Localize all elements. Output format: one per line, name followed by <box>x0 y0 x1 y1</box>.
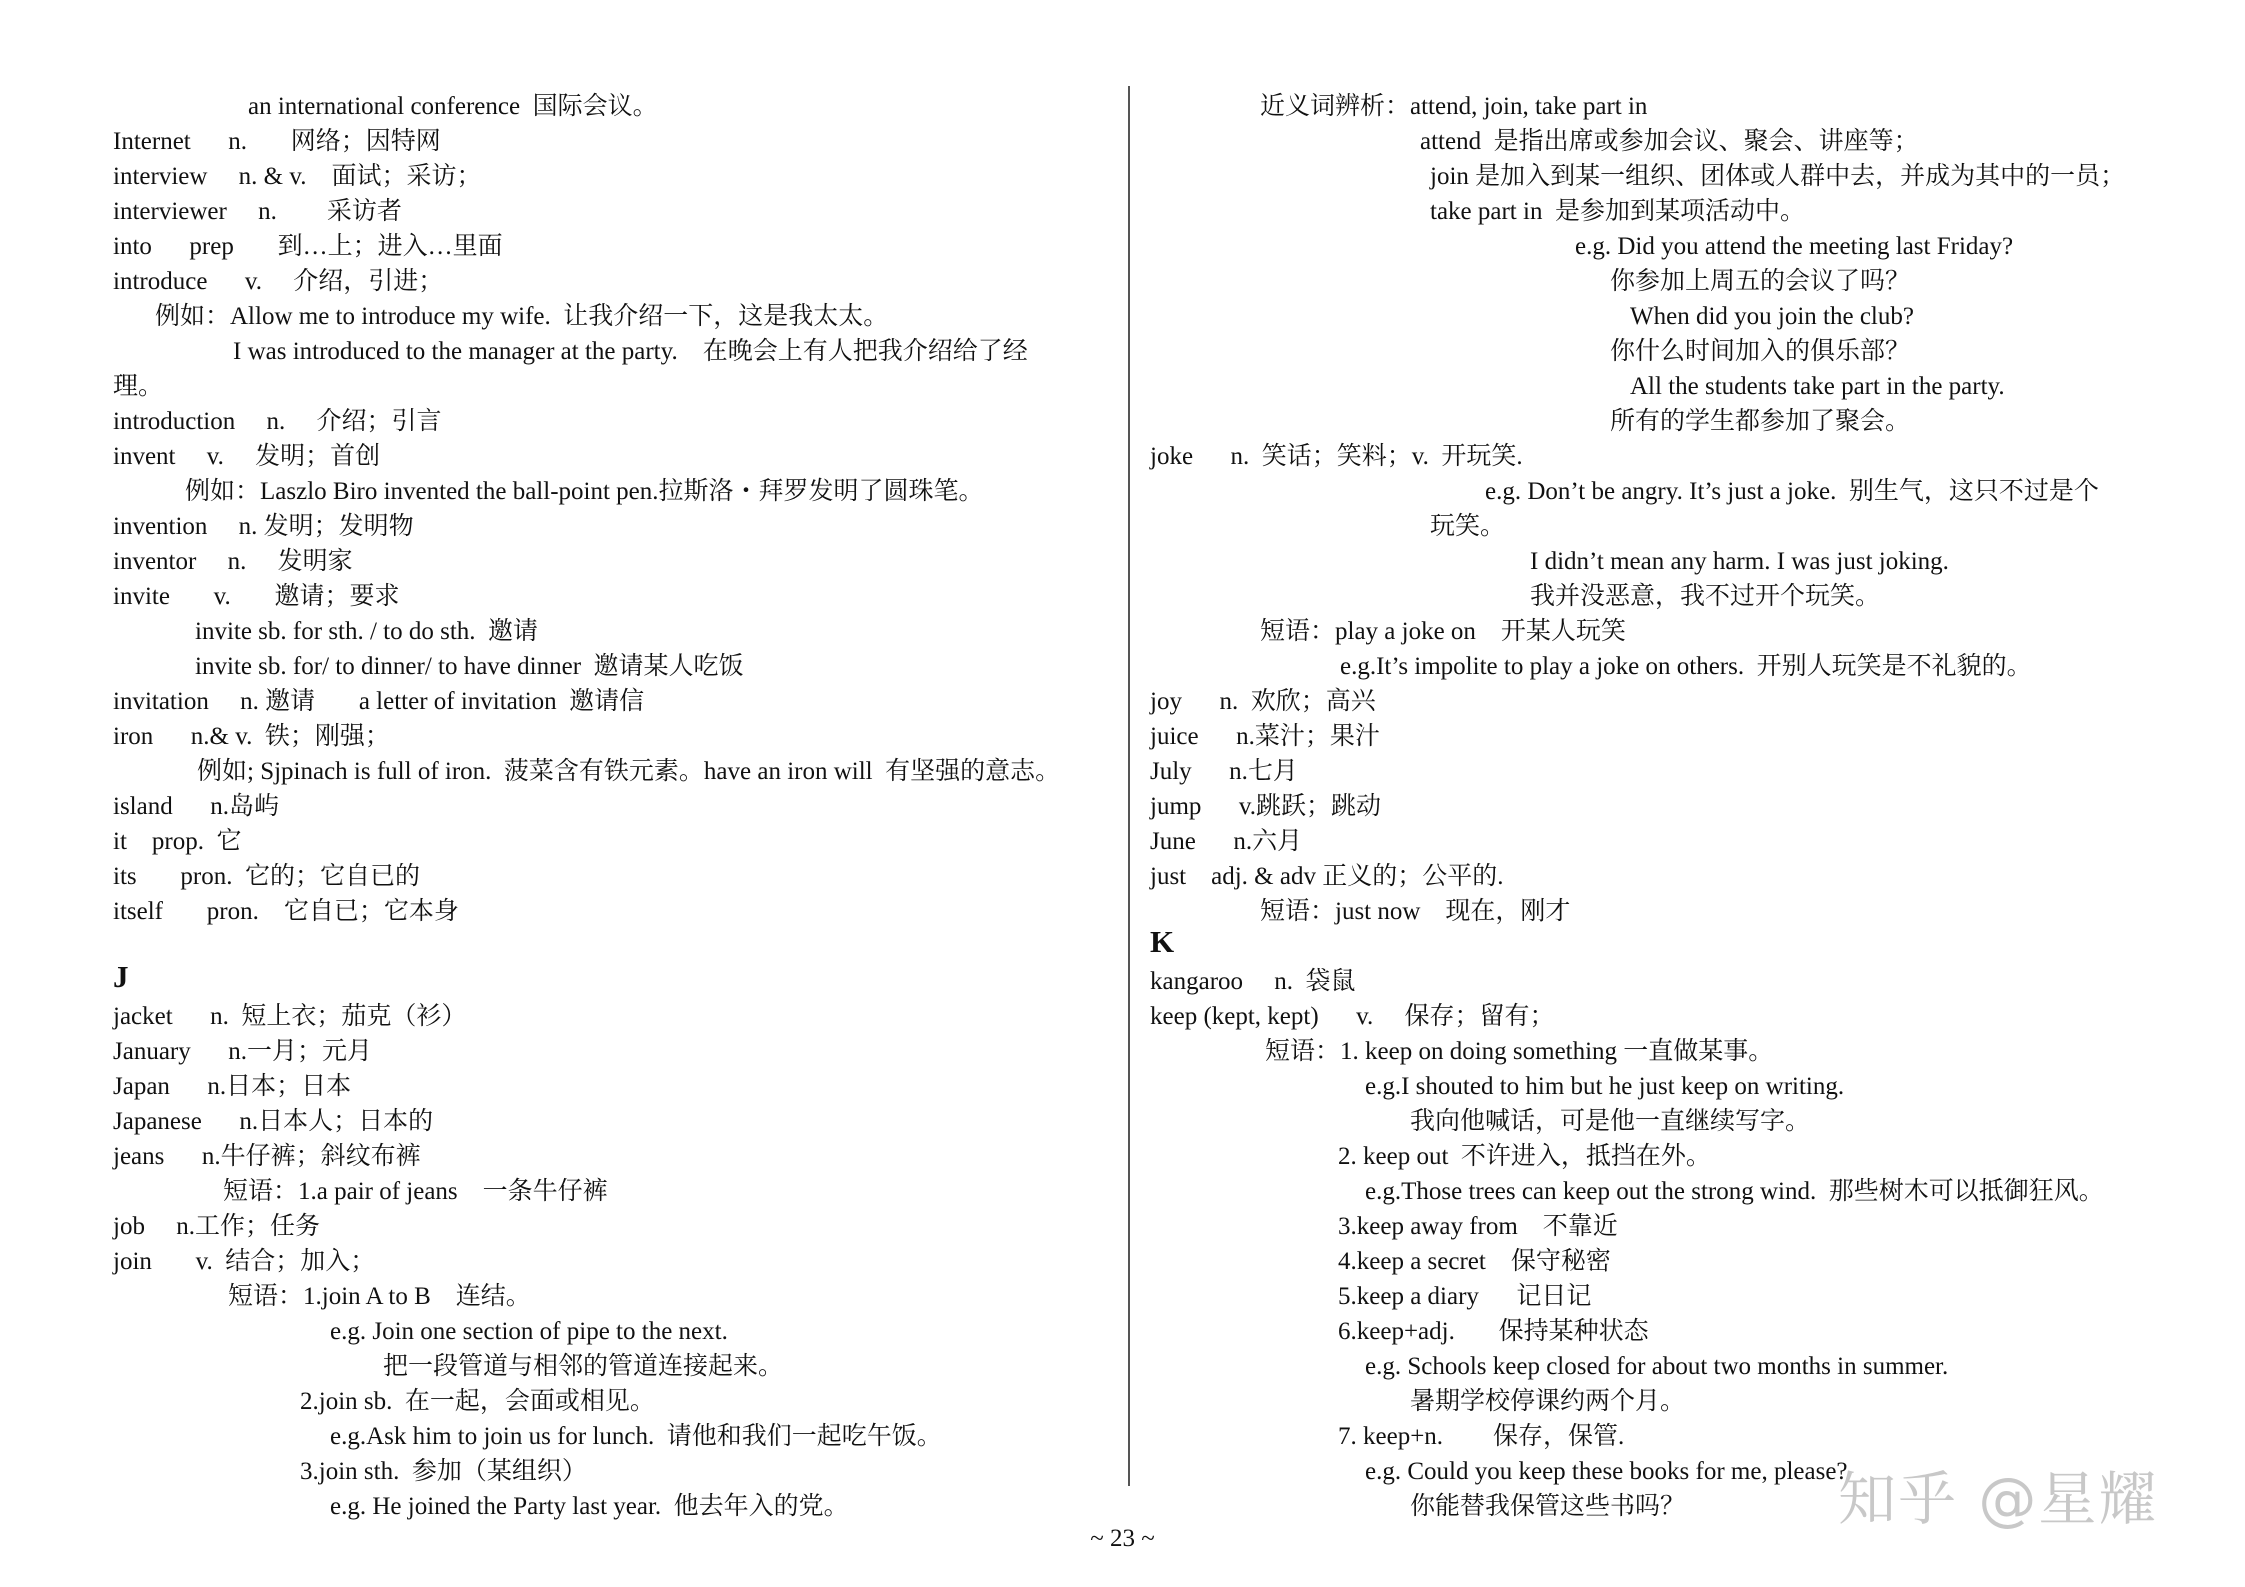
synonym-heading: 近义词辨析：attend, join, take part in <box>1260 93 1648 120</box>
example-line: 暑期学校停课约两个月。 <box>1410 1388 1686 1415</box>
phrase-line: 3.join sth. 参加（某组织） <box>300 1458 587 1485</box>
example-line: All the students take part in the party. <box>1630 373 2005 400</box>
entry-joke: joke n. 笑话；笑料；v. 开玩笑. <box>1150 443 1523 470</box>
synonym-line: take part in 是参加到某项活动中。 <box>1430 198 1805 225</box>
synonym-line: attend 是指出席或参加会议、聚会、讲座等； <box>1420 128 1919 155</box>
example-line: 例如; Sjpinach is full of iron. 菠菜含有铁元素。have an iron will 有坚强的意志。 <box>197 758 1061 785</box>
section-heading-j: J <box>113 959 129 994</box>
example-line: 玩笑。 <box>1430 513 1506 540</box>
entry-jacket: jacket n. 短上衣；茄克（衫） <box>113 1003 467 1030</box>
entry-kangaroo: kangaroo n. 袋鼠 <box>1150 968 1356 995</box>
entry-internet: Internet n. 网络；因特网 <box>113 128 441 155</box>
entry-june: June n.六月 <box>1150 828 1303 855</box>
phrase-line: 短语：just now 现在，刚才 <box>1260 898 1571 925</box>
phrase-line: 短语：1.a pair of jeans 一条牛仔裤 <box>223 1178 608 1205</box>
phrase-line: 短语：play a joke on 开某人玩笑 <box>1260 618 1626 645</box>
example-line: e.g.I shouted to him but he just keep on writing. <box>1365 1073 1845 1100</box>
entry-it: it prop. 它 <box>113 828 242 855</box>
example-line: 把一段管道与相邻的管道连接起来。 <box>383 1353 784 1380</box>
phrase-line: 4.keep a secret 保守秘密 <box>1338 1248 1611 1275</box>
example-line: e.g.Ask him to join us for lunch. 请他和我们一起吃午饭。 <box>330 1423 942 1450</box>
example-line: 例如：Laszlo Biro invented the ball-point pen.拉斯洛・拜罗发明了圆珠笔。 <box>185 478 984 505</box>
entry-july: July n.七月 <box>1150 758 1298 785</box>
entry-japan: Japan n.日本；日本 <box>113 1073 352 1100</box>
entry-just: just adj. & adv 正义的；公平的. <box>1150 863 1504 890</box>
entry-japanese: Japanese n.日本人；日本的 <box>113 1108 434 1135</box>
example-line: 我向他喊话，可是他一直继续写字。 <box>1410 1108 1811 1135</box>
phrase-line: 3.keep away from 不靠近 <box>1338 1213 1618 1240</box>
example-line: 所有的学生都参加了聚会。 <box>1610 408 1911 435</box>
entry-january: January n.一月；元月 <box>113 1038 372 1065</box>
phrase-line: 7. keep+n. 保存，保管. <box>1338 1423 1625 1450</box>
entry-introduction: introduction n. 介绍；引言 <box>113 408 442 435</box>
section-heading-k: K <box>1150 924 1175 959</box>
phrase-line: 短语：1. keep on doing something 一直做某事。 <box>1265 1038 1774 1065</box>
example-line: 你能替我保管这些书吗？ <box>1410 1493 1686 1520</box>
example-line: 我并没恶意，我不过开个玩笑。 <box>1530 583 1881 610</box>
synonym-line: join 是加入到某一组织、团体或人群中去，并成为其中的一员； <box>1430 163 2126 190</box>
example-line: e.g. Could you keep these books for me, please? <box>1365 1458 1848 1485</box>
entry-keep: keep (kept, kept) v. 保存；留有； <box>1150 1003 1555 1030</box>
entry-jump: jump v.跳跃；跳动 <box>1150 793 1382 820</box>
entry-invite: invite v. 邀请；要求 <box>113 583 400 610</box>
example-line: 例如：Allow me to introduce my wife. 让我介绍一下，这是我太太。 <box>155 303 889 330</box>
entry-job: job n.工作；任务 <box>113 1213 320 1240</box>
entry-joy: joy n. 欢欣；高兴 <box>1150 688 1376 715</box>
entry-jeans: jeans n.牛仔裤；斜纹布裤 <box>113 1143 421 1170</box>
entry-interviewer: interviewer n. 采访者 <box>113 198 402 225</box>
example-line: e.g. Join one section of pipe to the next. <box>330 1318 728 1345</box>
entry-line: an international conference 国际会议。 <box>248 93 658 120</box>
phrase-line: 2. keep out 不许进入，抵挡在外。 <box>1338 1143 1711 1170</box>
right-column <box>1130 0 2130 1587</box>
entry-join: join v. 结合；加入； <box>113 1248 376 1275</box>
phrase-line: invite sb. for sth. / to do sth. 邀请 <box>195 618 539 645</box>
example-line: I was introduced to the manager at the party. 在晚会上有人把我介绍给了经 <box>233 338 1028 365</box>
entry-inventor: inventor n. 发明家 <box>113 548 353 575</box>
page-number: ~ 23 ~ <box>1090 1525 1155 1552</box>
phrase-line: 5.keep a diary 记日记 <box>1338 1283 1592 1310</box>
example-line: e.g. He joined the Party last year. 他去年入的党。 <box>330 1493 849 1520</box>
entry-into: into prep 到…上；进入…里面 <box>113 233 503 260</box>
entry-invent: invent v. 发明；首创 <box>113 443 381 470</box>
entry-island: island n.岛屿 <box>113 793 279 820</box>
phrase-line: 短语：1.join A to B 连结。 <box>228 1283 531 1310</box>
example-line: When did you join the club? <box>1630 303 1914 330</box>
example-line: e.g. Did you attend the meeting last Friday? <box>1575 233 2014 260</box>
example-line: e.g. Schools keep closed for about two months in summer. <box>1365 1353 1949 1380</box>
example-line: e.g.It’s impolite to play a joke on others. 开别人玩笑是不礼貌的。 <box>1340 653 2032 680</box>
entry-itself: itself pron. 它自已；它本身 <box>113 898 459 925</box>
entry-interview: interview n. & v. 面试；采访； <box>113 163 482 190</box>
example-line: e.g. Don’t be angry. It’s just a joke. 别生气，这只不过是个 <box>1485 478 2099 505</box>
phrase-line: invite sb. for/ to dinner/ to have dinner 邀请某人吃饭 <box>195 653 744 680</box>
entry-invention: invention n. 发明；发明物 <box>113 513 414 540</box>
entry-juice: juice n.菜汁；果汁 <box>1150 723 1380 750</box>
phrase-line: 6.keep+adj. 保持某种状态 <box>1338 1318 1649 1345</box>
zhihu-watermark: 知乎 @星耀 <box>1838 1465 2159 1533</box>
entry-introduce: introduce v. 介绍，引进； <box>113 268 444 295</box>
left-column <box>0 0 1061 1587</box>
example-line: 你什么时间加入的俱乐部？ <box>1610 338 1911 365</box>
phrase-line: 2.join sb. 在一起，会面或相见。 <box>300 1388 655 1415</box>
entry-invitation: invitation n. 邀请 a letter of invitation 邀请信 <box>113 688 645 715</box>
entry-its: its pron. 它的；它自已的 <box>113 863 420 890</box>
example-line: 理。 <box>113 373 164 400</box>
entry-iron: iron n.& v. 铁；刚强； <box>113 723 390 750</box>
example-line: e.g.Those trees can keep out the strong wind. 那些树木可以抵御狂风。 <box>1365 1178 2104 1205</box>
example-line: I didn’t mean any harm. I was just joking. <box>1530 548 1949 575</box>
example-line: 你参加上周五的会议了吗？ <box>1610 268 1911 295</box>
